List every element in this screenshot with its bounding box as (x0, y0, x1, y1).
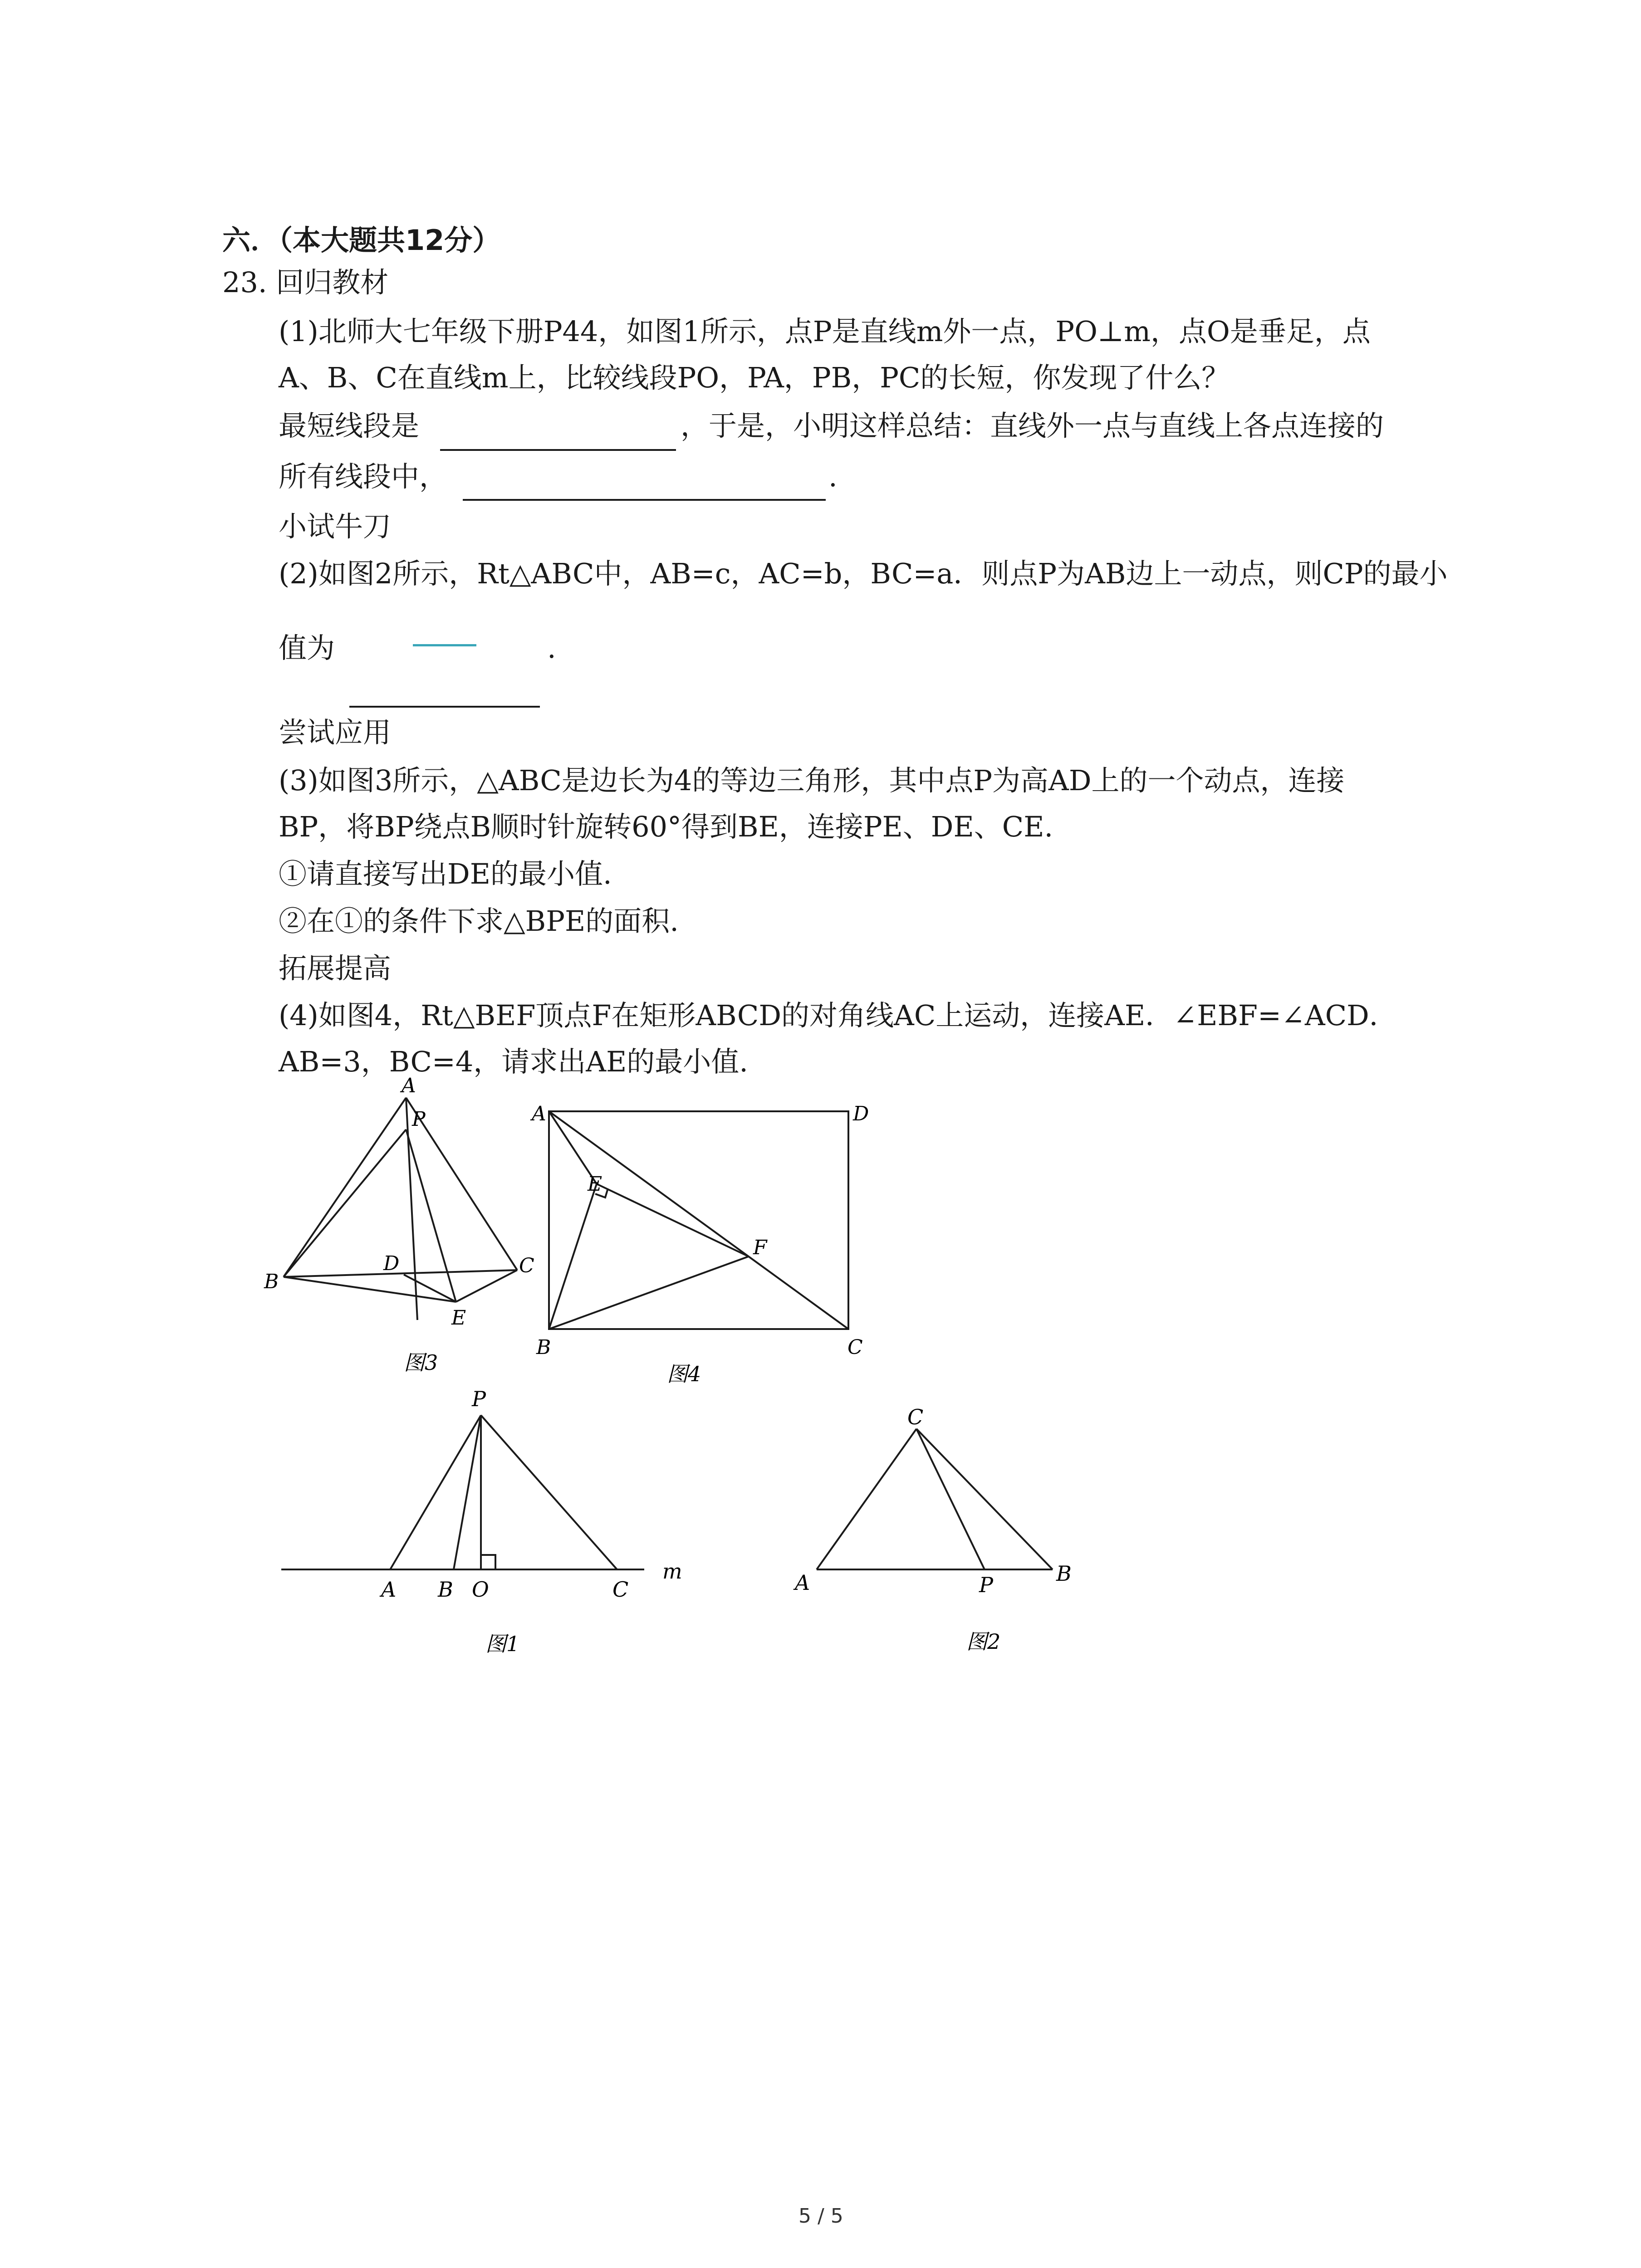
fig3-segment-PE (406, 1129, 456, 1302)
fig1-label-B: B (438, 1577, 453, 1602)
answer-blank-2[interactable] (463, 499, 826, 501)
fig3-caption: 图3 (404, 1350, 438, 1375)
fig4-label-B: B (536, 1336, 551, 1359)
fig3-label-C: C (519, 1254, 534, 1277)
part1-line3-b: ，于是，小明这样总结：直线外一点与直线上各点连接的 (681, 409, 1384, 442)
fig3-label-P: P (412, 1108, 426, 1131)
fig1-label-C: C (612, 1577, 629, 1602)
part1-line4-b: . (828, 460, 838, 493)
answer-blank-3[interactable] (349, 706, 540, 708)
fig4-label-E: E (588, 1173, 603, 1196)
figure-1 (272, 1379, 708, 1669)
page-number: 5 / 5 (798, 2204, 843, 2228)
subheading-1: 小试牛刀 (279, 510, 392, 543)
part4-line1: (4)如图4，Rt△BEF顶点F在矩形ABCD的对角线AC上运动，连接AE．∠EBF=∠ACD． (279, 999, 1397, 1032)
fig1-label-P: P (472, 1387, 486, 1411)
answer-blank-1[interactable] (440, 449, 676, 451)
part1-line4-a: 所有线段中， (279, 460, 448, 493)
fig2-label-P: P (979, 1573, 993, 1597)
figure-4 (522, 1098, 867, 1397)
part1-line1: (1)北师大七年级下册P44，如图1所示，点P是直线m外一点，PO⊥m，点O是垂足，点 (279, 315, 1371, 348)
part2-line1: (2)如图2所示，Rt△ABC中，AB=c，AC=b，BC=a．则点P为AB边上一动点，则CP的最小 (279, 557, 1448, 590)
fig4-label-A: A (532, 1102, 546, 1125)
fig4-diagonal-AC (549, 1111, 848, 1329)
subheading-2: 尝试应用 (279, 716, 392, 749)
fig1-right-angle-mark (481, 1555, 495, 1569)
fig3-segment-BC (284, 1270, 517, 1277)
part2-line2-a: 值为 (279, 631, 335, 665)
fig2-label-C: C (907, 1405, 924, 1429)
fig2-label-B: B (1056, 1561, 1072, 1586)
part3-item1: ①请直接写出DE的最小值. (279, 857, 612, 890)
fig4-segment-BF (549, 1256, 749, 1329)
teal-answer-mark (413, 644, 476, 646)
fig3-segment-AD (406, 1098, 417, 1320)
fig4-label-C: C (847, 1336, 863, 1359)
part3-item2: ②在①的条件下求△BPE的面积. (279, 904, 679, 938)
figure-2 (771, 1397, 1180, 1669)
fig3-segment-AB (284, 1098, 406, 1277)
fig2-segment-CP (916, 1429, 985, 1569)
part1-line3-a: 最短线段是 (279, 409, 420, 442)
fig3-segment-CE (456, 1270, 517, 1302)
fig2-segment-BC (916, 1429, 1053, 1569)
fig1-label-A: A (381, 1577, 397, 1602)
fig1-caption: 图1 (485, 1632, 520, 1656)
fig4-caption: 图4 (667, 1362, 701, 1386)
fig2-segment-AC (817, 1429, 916, 1569)
fig4-segment-BE (549, 1184, 597, 1329)
part1-line2: A、B、C在直线m上，比较线段PO，PA，PB，PC的长短，你发现了什么？ (279, 361, 1230, 394)
question-title: 23. 回归教材 (222, 266, 389, 299)
fig4-segment-EF (597, 1184, 749, 1256)
fig3-label-D: D (383, 1252, 400, 1275)
subheading-3: 拓展提高 (279, 952, 392, 985)
fig3-label-B: B (264, 1270, 279, 1293)
fig1-label-O: O (472, 1577, 489, 1602)
fig4-label-D: D (853, 1102, 869, 1125)
fig2-caption: 图2 (966, 1629, 1001, 1654)
part4-line2: AB=3，BC=4，请求出AE的最小值. (279, 1045, 749, 1078)
section-heading: 六．（本大题共12分） (222, 224, 501, 257)
fig1-label-m: m (662, 1559, 682, 1584)
fig4-label-F: F (753, 1236, 767, 1259)
fig2-label-A: A (795, 1570, 810, 1595)
fig3-label-A: A (402, 1074, 416, 1097)
fig3-label-E: E (451, 1306, 466, 1330)
part2-line2-b: . (547, 631, 556, 665)
part3-line2: BP，将BP绕点B顺时针旋转60°得到BE，连接PE、DE、CE. (279, 810, 1053, 843)
part3-line1: (3)如图3所示，△ABC是边长为4的等边三角形，其中点P为高AD上的一个动点，连接 (279, 764, 1345, 797)
fig1-segment-PC (481, 1415, 617, 1569)
